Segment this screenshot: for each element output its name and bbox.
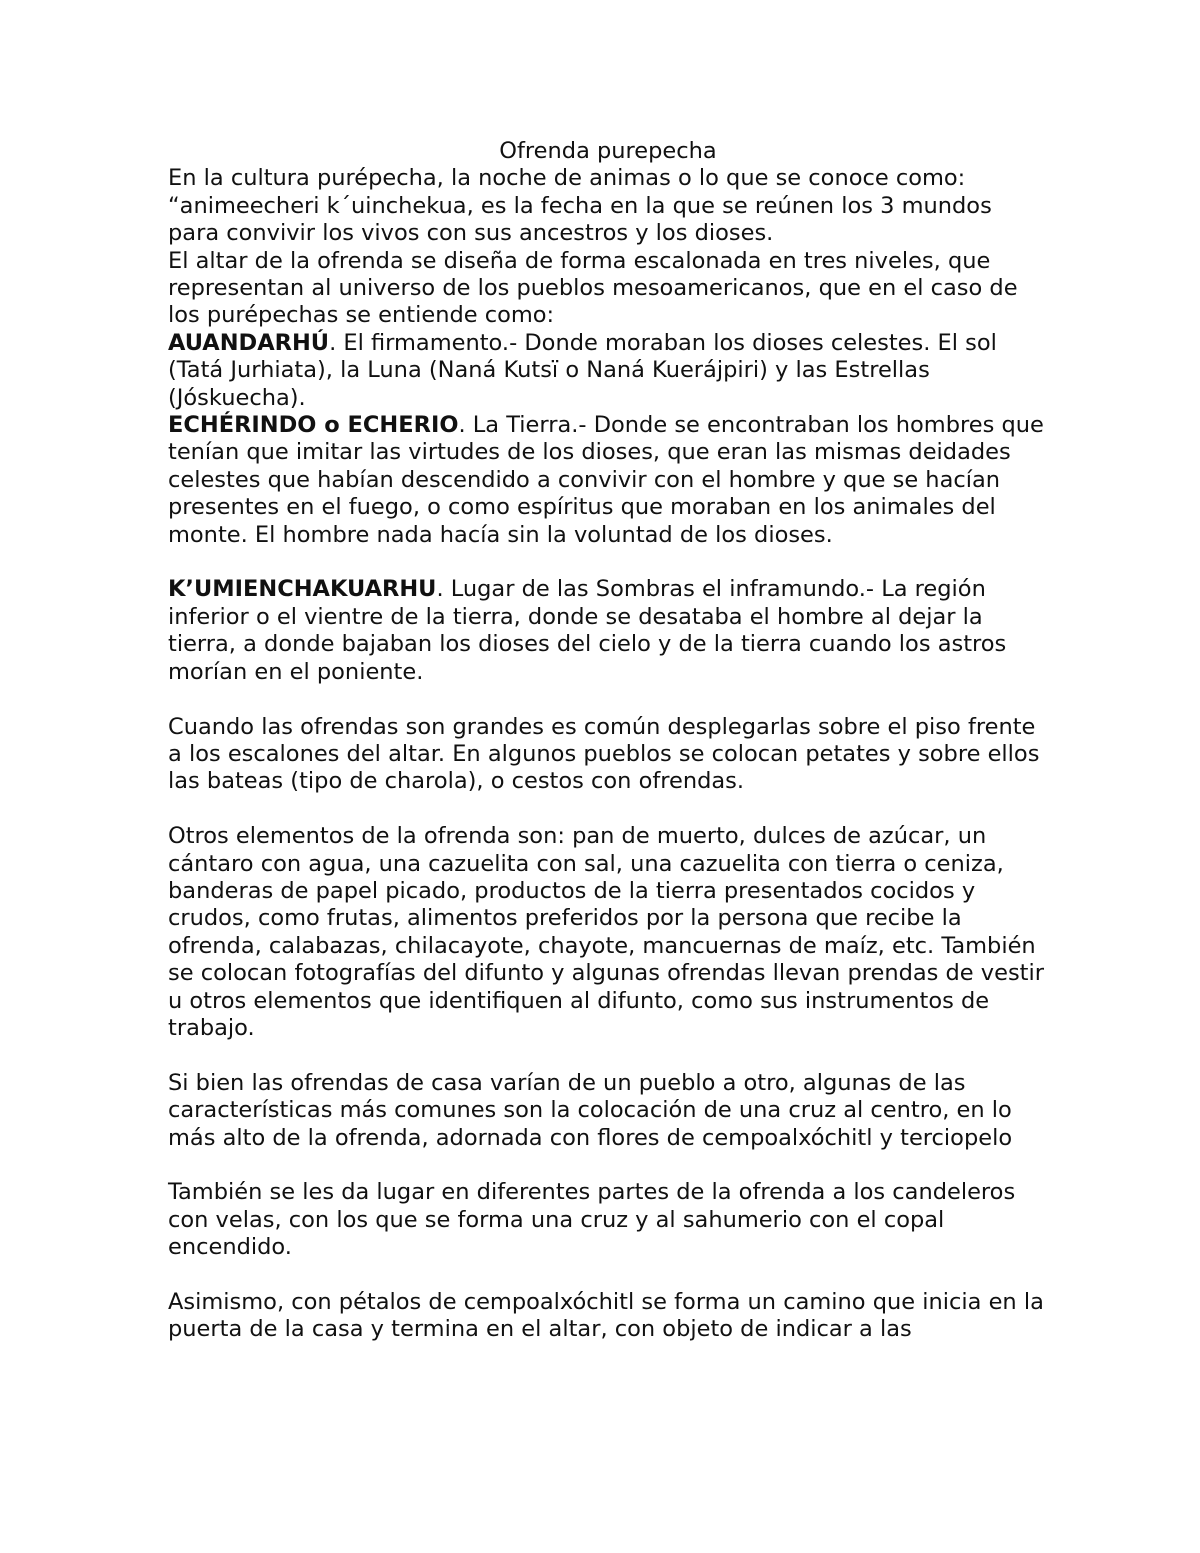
level-auandarhu	[168, 330, 1048, 412]
level-term: K’UMIENCHAKUARHU	[168, 576, 437, 603]
level-description: . El firmamento.- Donde moraban los dioses celestes. El sol (Tatá Jurhiata), la Luna (Naná Kutsï o Naná Kuerájpiri) y las Estrellas (Jóskuecha).	[168, 329, 997, 411]
level-description: . La Tierra.- Donde se encontraban los hombres que tenían que imitar las virtudes de los dioses, que eran las mismas deidades celestes que habían descendido a convivir con el hombre y que se hacían presentes en el fuego, o como espíritus que moraban en los animales del monte. El hombre nada hacía sin la voluntad de los dioses.	[168, 412, 1044, 548]
intro-paragraph: En la cultura purépecha, la noche de animas o lo que se conoce como: “animeecheri k´uinchekua, es la fecha en la que se reúnen los 3 mundos para convivir los vivos con sus ancestros y los dioses.	[168, 165, 992, 247]
blank-line	[168, 1262, 1048, 1289]
level-echerindo	[168, 412, 1048, 549]
altar-paragraph: El altar de la ofrenda se diseña de forma escalonada en tres niveles, que representan al universo de los pueblos mesoamericanos, que en el caso de los purépechas se entiende como:	[168, 247, 1018, 329]
level-term: ECHÉRINDO o ECHERIO	[168, 412, 459, 439]
blank-line	[168, 549, 1048, 576]
body-paragraph: Cuando las ofrendas son grandes es común desplegarlas sobre el piso frente a los escalones del altar. En algunos pueblos se colocan petates y sobre ellos las bateas (tipo de charola), o cestos con ofrendas.	[168, 713, 1040, 795]
blank-line	[168, 686, 1048, 713]
level-term: AUANDARHÚ	[168, 329, 330, 356]
blank-line	[168, 796, 1048, 823]
document-title: Ofrenda purepecha	[499, 138, 717, 164]
document-body	[168, 138, 1048, 1344]
level-description: . Lugar de las Sombras el inframundo.- La región inferior o el vientre de la tierra, donde se desataba el hombre al dejar la tierra, a donde bajaban los dioses del cielo y de la tierra cuando los astros morían en el poniente.	[168, 576, 1007, 685]
body-paragraph: También se les da lugar en diferentes partes de la ofrenda a los candeleros con velas, con los que se forma una cruz y al sahumerio con el copal encendido.	[168, 1179, 1016, 1261]
blank-line	[168, 1152, 1048, 1179]
body-paragraph: Asimismo, con pétalos de cempoalxóchitl se forma un camino que inicia en la puerta de la casa y termina en el altar, con objeto de indicar a las	[168, 1288, 1044, 1343]
body-paragraph: Si bien las ofrendas de casa varían de un pueblo a otro, algunas de las características más comunes son la colocación de una cruz al centro, en lo más alto de la ofrenda, adornada con flores de cempoalxóchitl y terciopelo	[168, 1069, 1013, 1151]
blank-line	[168, 1042, 1048, 1069]
body-paragraph: Otros elementos de la ofrenda son: pan de muerto, dulces de azúcar, un cántaro con agua, una cazuelita con sal, una cazuelita con tierra o ceniza, banderas de papel picado, productos de la tierra presentados cocidos y crudos, como frutas, alimentos preferidos por la persona que recibe la ofrenda, calabazas, chilacayote, chayote, mancuernas de maíz, etc. También se colocan fotografías del difunto y algunas ofrendas llevan prendas de vestir u otros elementos que identifiquen al difunto, como sus instrumentos de trabajo.	[168, 823, 1045, 1041]
level-kumienchakuarhu	[168, 576, 1048, 686]
